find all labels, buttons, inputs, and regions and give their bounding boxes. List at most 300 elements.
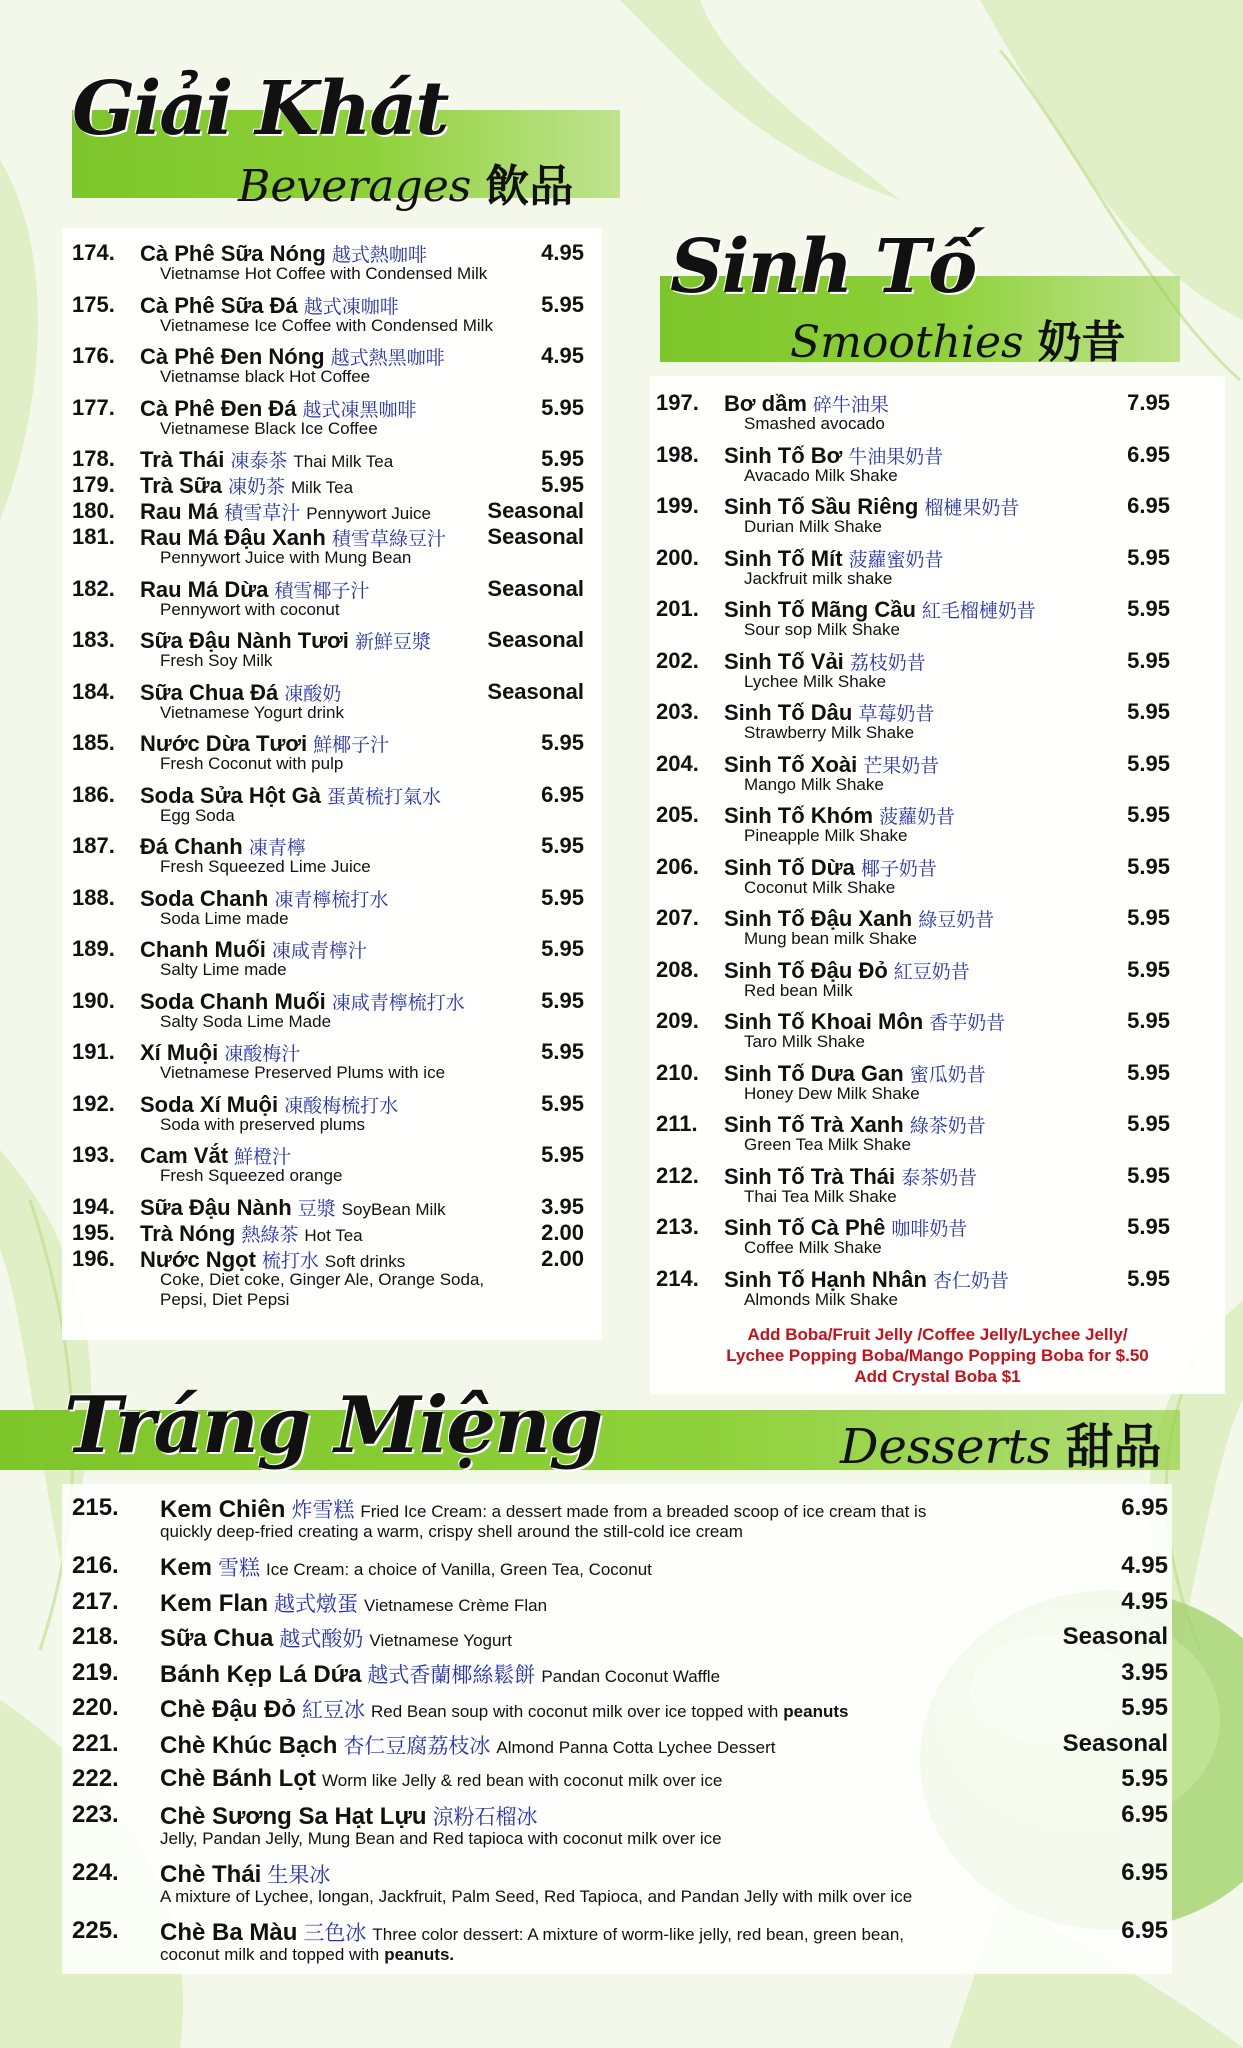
item-price: 6.95 [1121, 1494, 1168, 1521]
menu-item [656, 957, 1170, 983]
item-price: 5.95 [541, 730, 584, 755]
item-description: Strawberry Milk Shake [744, 723, 915, 742]
item-vietnamese-name: Sinh Tố Dưa Gan [724, 1060, 904, 1086]
item-vietnamese-name: Sinh Tố Đậu Xanh [724, 906, 913, 931]
item-vietnamese-name: Xí Muội [140, 1040, 219, 1065]
item-vietnamese-name: Soda Chanh [140, 885, 269, 911]
item-chinese-name: 凍酸奶 [284, 682, 342, 705]
item-chinese-name: 芒果奶昔 [863, 754, 940, 777]
item-name-line [724, 1060, 986, 1087]
item-vietnamese-name: Kem Chiên [160, 1496, 286, 1523]
item-price: 5.95 [541, 394, 584, 420]
item-vietnamese-name: Cam Vắt [140, 1143, 229, 1168]
menu-item [72, 988, 584, 1014]
item-name-line [160, 1917, 904, 1947]
item-price: 5.95 [541, 936, 584, 961]
menu-item [656, 493, 1170, 519]
item-vietnamese-name: Sinh Tố Đậu Đỏ [724, 957, 888, 983]
item-description: Vietnamese Ice Coffee with Condensed Milk [160, 315, 493, 335]
item-vietnamese-name: Soda Chanh Muối [140, 988, 326, 1014]
menu-item [72, 1220, 584, 1246]
item-chinese-name: 杏仁奶昔 [932, 1269, 1009, 1292]
item-description-text: quickly deep-fried creating a warm, crispy shell around the still-cold ice cream [160, 1522, 743, 1541]
smoothies-subtitle-en: Smoothies [790, 317, 1024, 368]
menu-item [72, 395, 584, 421]
item-description: Lychee Milk Shake [744, 671, 887, 691]
beverages-list [72, 240, 592, 1340]
item-price: 5.95 [541, 833, 584, 858]
item-name-line [140, 679, 341, 706]
item-name-line [140, 1091, 398, 1118]
menu-item [656, 699, 1170, 725]
item-name-line [724, 1266, 1009, 1293]
item-number: 220. [72, 1694, 119, 1721]
menu-item [656, 854, 1170, 880]
menu-item [72, 627, 584, 653]
desserts-title: Tráng Miệng [64, 1380, 602, 1471]
item-number: 204. [656, 750, 699, 776]
item-english-description: Almond Panna Cotta Lychee Dessert [496, 1737, 776, 1757]
item-number: 223. [72, 1800, 119, 1828]
item-name-line [140, 498, 431, 525]
item-price: 5.95 [541, 291, 584, 317]
item-name-line [724, 1163, 977, 1190]
item-vietnamese-name: Chè Bánh Lọt [160, 1765, 316, 1792]
item-name-line [724, 957, 970, 984]
item-chinese-name: 杏仁豆腐荔枝冰 [343, 1733, 491, 1758]
item-vietnamese-name: Sinh Tố Hạnh Nhân [724, 1266, 927, 1292]
item-name-line [140, 395, 417, 422]
item-description-text: Jelly, Pandan Jelly, Mung Bean and Red tapioca with coconut milk over ice [160, 1828, 722, 1848]
item-number: 219. [72, 1658, 119, 1686]
item-english-description: Pandan Coconut Waffle [541, 1666, 721, 1686]
menu-item [656, 905, 1170, 931]
menu-item [72, 1194, 584, 1220]
menu-item [656, 596, 1170, 622]
item-chinese-name: 生果冰 [267, 1862, 331, 1887]
item-english-description: Vietnamese Yogurt [369, 1631, 512, 1650]
item-description: Salty Lime made [160, 960, 287, 979]
item-chinese-name: 三色冰 [303, 1920, 367, 1945]
item-vietnamese-name: Cà Phê Đen Nóng [140, 344, 325, 369]
item-vietnamese-name: Sữa Chua Đá [140, 679, 279, 705]
item-number: 193. [72, 1142, 115, 1167]
item-description: Pennywort Juice with Mung Bean [160, 548, 412, 567]
item-chinese-name: 凍奶茶 [227, 476, 285, 498]
item-description: Honey Dew Milk Shake [744, 1083, 920, 1103]
menu-item [656, 390, 1170, 416]
item-chinese-name: 積雪草汁 [224, 502, 301, 524]
item-name-line [160, 1730, 775, 1760]
item-description [160, 1829, 722, 1849]
item-description: Egg Soda [160, 805, 235, 825]
item-vietnamese-name: Sinh Tố Sầu Riêng [724, 494, 919, 519]
item-name-line [160, 1694, 848, 1724]
item-vietnamese-name: Rau Má Dừa [140, 576, 269, 602]
item-number: 178. [72, 446, 115, 471]
item-english-name: Pennywort Juice [306, 504, 431, 523]
item-number: 222. [72, 1765, 119, 1792]
item-price: 5.95 [1127, 699, 1170, 724]
item-number: 174. [72, 240, 115, 265]
item-chinese-name: 凍青檸 [248, 837, 306, 859]
menu-item [656, 1214, 1170, 1240]
item-number: 195. [72, 1219, 115, 1245]
item-vietnamese-name: Trà Nóng [140, 1220, 236, 1246]
item-chinese-name: 涼粉石榴冰 [432, 1804, 538, 1829]
item-price: 5.95 [1127, 750, 1170, 776]
item-description: Fresh Squeezed orange [160, 1166, 343, 1185]
dessert-item [72, 1917, 1168, 1947]
item-vietnamese-name: Trà Sữa [140, 473, 222, 498]
item-vietnamese-name: Sinh Tố Xoài [724, 751, 858, 777]
item-number: 203. [656, 699, 699, 724]
item-vietnamese-name: Bơ dầm [724, 391, 807, 416]
item-price: Seasonal [487, 524, 584, 549]
item-price: 5.95 [541, 446, 584, 471]
item-name-line [140, 885, 388, 912]
dessert-item [72, 1694, 1168, 1724]
dessert-item [72, 1765, 1168, 1795]
item-price: 6.95 [1121, 1800, 1168, 1828]
item-english-name: Hot Tea [304, 1225, 363, 1245]
item-description-text: coconut milk and topped with [160, 1944, 380, 1964]
item-english-name: Milk Tea [291, 478, 354, 497]
desserts-list [72, 1494, 1170, 1974]
add-boba-line-1: Add Boba/Fruit Jelly /Coffee Jelly/Lychee Jelly/ [747, 1325, 1128, 1344]
item-chinese-name: 梳打水 [261, 1249, 319, 1272]
item-description: Coconut Milk Shake [744, 877, 896, 897]
item-description: Soda Lime made [160, 908, 289, 928]
item-price: 5.95 [1127, 1059, 1170, 1085]
item-name-line [140, 730, 389, 757]
item-number: 180. [72, 498, 115, 523]
item-english-description: Red Bean soup with coconut milk over ice topped with [371, 1702, 779, 1721]
item-price: 4.95 [1121, 1552, 1168, 1579]
item-name-line [724, 1008, 1005, 1035]
item-english-bold: peanuts [783, 1702, 849, 1721]
item-chinese-name: 蛋黃梳打氣水 [326, 785, 441, 808]
item-price: Seasonal [487, 498, 584, 523]
item-description: Pepsi, Diet Pepsi [160, 1289, 290, 1309]
item-chinese-name: 香芋奶昔 [929, 1012, 1006, 1034]
item-price: 5.95 [1127, 647, 1170, 673]
menu-item [72, 833, 584, 859]
item-price: 5.95 [541, 1039, 584, 1064]
menu-item [72, 782, 584, 808]
item-price: 5.95 [1127, 1162, 1170, 1188]
item-english-name: Soft drinks [324, 1251, 406, 1271]
item-name-line [724, 648, 926, 675]
item-price: 5.95 [1127, 956, 1170, 982]
item-vietnamese-name: Nước Ngọt [140, 1246, 256, 1272]
item-description: Salty Soda Lime Made [160, 1011, 332, 1031]
item-vietnamese-name: Kem Flan [160, 1589, 269, 1617]
item-vietnamese-name: Chè Sương Sa Hạt Lựu [160, 1802, 427, 1830]
item-number: 207. [656, 905, 699, 930]
item-price: 7.95 [1127, 390, 1170, 415]
item-vietnamese-name: Soda Sửa Hột Gà [140, 782, 321, 808]
item-vietnamese-name: Sinh Tố Khoai Môn [724, 1009, 924, 1034]
item-english-description: Vietnamese Crème Flan [364, 1595, 548, 1615]
dessert-item [72, 1859, 1168, 1889]
item-english-description: Worm like Jelly & red bean with coconut milk over ice [322, 1771, 723, 1790]
menu-item [656, 1163, 1170, 1189]
item-name-line [724, 905, 994, 932]
item-vietnamese-name: Sinh Tố Cà Phê [724, 1215, 886, 1240]
item-description: Pineapple Milk Shake [744, 826, 908, 845]
item-price: 5.95 [1127, 853, 1170, 879]
item-chinese-name: 凍酸梅汁 [224, 1043, 301, 1065]
item-price: 5.95 [1127, 802, 1170, 827]
item-price: 6.95 [1121, 1858, 1168, 1886]
menu-item [72, 343, 584, 369]
item-chinese-name: 凍咸青檸梳打水 [331, 991, 465, 1014]
item-vietnamese-name: Sinh Tố Khóm [724, 803, 874, 828]
item-name-line [160, 1765, 722, 1793]
item-description-bold: peanuts. [384, 1944, 455, 1964]
item-description: Pennywort with coconut [160, 599, 340, 619]
item-description: Green Tea Milk Shake [744, 1135, 911, 1154]
item-price: 5.95 [541, 987, 584, 1013]
item-vietnamese-name: Sữa Đậu Nành [140, 1194, 292, 1220]
item-name-line [140, 524, 446, 551]
item-vietnamese-name: Nước Dừa Tươi [140, 731, 308, 756]
item-name-line [140, 292, 399, 319]
menu-item [656, 648, 1170, 674]
item-number: 221. [72, 1729, 119, 1757]
item-chinese-name: 鮮橙汁 [234, 1146, 292, 1168]
smoothies-title: Sinh Tố [670, 224, 976, 310]
item-number: 210. [656, 1059, 699, 1085]
item-price: 5.95 [1127, 544, 1170, 570]
item-vietnamese-name: Sinh Tố Vải [724, 648, 844, 674]
item-number: 198. [656, 441, 699, 467]
item-name-line [140, 1220, 363, 1247]
item-number: 189. [72, 936, 115, 961]
dessert-item [72, 1659, 1168, 1689]
item-vietnamese-name: Sinh Tố Dừa [724, 854, 855, 880]
item-number: 186. [72, 781, 115, 807]
menu-item [656, 1266, 1170, 1292]
item-name-line [724, 854, 937, 881]
item-description: Coffee Milk Shake [744, 1238, 882, 1257]
item-vietnamese-name: Sữa Chua [160, 1625, 274, 1652]
item-description: Taro Milk Shake [744, 1032, 865, 1051]
item-name-line [140, 1194, 446, 1221]
item-chinese-name: 蜜瓜奶昔 [909, 1063, 986, 1086]
item-number: 177. [72, 394, 115, 420]
item-price: 6.95 [1127, 493, 1170, 518]
item-description: Mango Milk Shake [744, 774, 884, 794]
menu-item [72, 730, 584, 756]
item-name-line [160, 1494, 926, 1524]
add-boba-note [650, 1324, 1225, 1387]
item-vietnamese-name: Chanh Muối [140, 937, 266, 962]
item-price: 2.00 [541, 1219, 584, 1245]
item-chinese-name: 咖啡奶昔 [891, 1218, 968, 1240]
item-description: Smashed avocado [744, 414, 885, 433]
item-name-line [724, 493, 1019, 520]
item-chinese-name: 菠蘿奶昔 [879, 806, 956, 828]
item-chinese-name: 碎牛油果 [812, 394, 889, 416]
item-vietnamese-name: Đá Chanh [140, 834, 243, 859]
item-vietnamese-name: Soda Xí Muội [140, 1091, 279, 1117]
menu-item [656, 751, 1170, 777]
item-description: Vietnamese Black Ice Coffee [160, 418, 378, 438]
item-price: 5.95 [1127, 1214, 1170, 1239]
smoothies-subtitle-cn: 奶昔 [1037, 317, 1126, 368]
item-number: 212. [656, 1162, 699, 1188]
item-chinese-name: 牛油果奶昔 [848, 445, 944, 468]
item-name-line [140, 576, 369, 603]
item-price: 4.95 [1121, 1587, 1168, 1615]
menu-item [72, 936, 584, 962]
menu-item [72, 1091, 584, 1117]
item-description [160, 1887, 912, 1907]
item-number: 200. [656, 544, 699, 570]
item-price: 6.95 [1121, 1916, 1168, 1944]
item-name-line [160, 1659, 720, 1689]
item-description: Vietnamse black Hot Coffee [160, 367, 371, 386]
smoothies-subtitle [790, 306, 1126, 370]
item-chinese-name: 熱綠茶 [241, 1223, 299, 1246]
menu-item [72, 292, 584, 318]
item-description: Sour sop Milk Shake [744, 620, 900, 639]
item-price: 4.95 [541, 240, 584, 265]
item-chinese-name: 越式燉蛋 [274, 1591, 359, 1616]
item-chinese-name: 凍青檸梳打水 [274, 888, 389, 911]
beverages-subtitle-cn: 飲品 [485, 161, 574, 212]
item-number: 224. [72, 1858, 119, 1886]
item-chinese-name: 綠豆奶昔 [918, 909, 995, 931]
item-description [160, 1945, 454, 1965]
item-description-text: A mixture of Lychee, longan, Jackfruit, Palm Seed, Red Tapioca, and Pandan Jelly with milk over ice [160, 1886, 913, 1906]
item-vietnamese-name: Kem [160, 1554, 213, 1581]
item-chinese-name: 積雪草綠豆汁 [331, 528, 446, 550]
item-name-line [140, 240, 427, 267]
item-number: 187. [72, 833, 115, 858]
item-price: Seasonal [487, 678, 584, 704]
item-number: 206. [656, 853, 699, 879]
item-vietnamese-name: Chè Khúc Bạch [160, 1731, 338, 1759]
item-price: 2.00 [541, 1245, 584, 1271]
item-vietnamese-name: Sữa Đậu Nành Tươi [140, 628, 349, 653]
item-description: Fresh Soy Milk [160, 651, 273, 670]
menu-item [72, 524, 584, 550]
item-number: 199. [656, 493, 699, 518]
item-description [160, 1522, 743, 1542]
menu-item [72, 1039, 584, 1065]
item-chinese-name: 積雪椰子汁 [274, 579, 370, 602]
item-number: 213. [656, 1214, 699, 1239]
beverages-subtitle-en: Beverages [238, 161, 472, 212]
item-number: 188. [72, 884, 115, 910]
item-number: 217. [72, 1587, 119, 1615]
smoothies-list [656, 390, 1176, 1320]
item-english-description: Ice Cream: a choice of Vanilla, Green Tea, Coconut [266, 1560, 652, 1579]
item-number: 225. [72, 1916, 119, 1944]
item-vietnamese-name: Sinh Tố Mít [724, 545, 843, 571]
item-number: 194. [72, 1193, 115, 1219]
desserts-subtitle-cn: 甜品 [1065, 1419, 1162, 1475]
item-chinese-name: 炸雪糕 [291, 1498, 355, 1522]
item-price: 5.95 [1127, 1111, 1170, 1136]
menu-item [72, 446, 584, 472]
item-number: 201. [656, 596, 699, 621]
item-vietnamese-name: Cà Phê Sữa Nóng [140, 241, 326, 266]
item-chinese-name: 越式酸奶 [279, 1627, 364, 1651]
item-chinese-name: 越式熱咖啡 [331, 244, 427, 266]
item-description: Thai Tea Milk Shake [744, 1186, 897, 1206]
menu-item [656, 1060, 1170, 1086]
item-name-line [724, 442, 943, 469]
item-vietnamese-name: Chè Đậu Đỏ [160, 1696, 297, 1723]
item-chinese-name: 鮮椰子汁 [313, 734, 390, 756]
item-description: Durian Milk Shake [744, 517, 882, 536]
item-number: 184. [72, 678, 115, 704]
item-description: Fresh Squeezed Lime Juice [160, 857, 371, 876]
item-number: 208. [656, 956, 699, 982]
item-chinese-name: 凍泰茶 [230, 450, 288, 472]
desserts-subtitle-en: Desserts [840, 1419, 1052, 1475]
item-name-line [160, 1859, 330, 1889]
item-number: 176. [72, 343, 115, 368]
item-vietnamese-name: Sinh Tố Trà Thái [724, 1163, 896, 1189]
item-vietnamese-name: Chè Ba Màu [160, 1918, 298, 1946]
item-name-line [160, 1552, 652, 1582]
item-name-line [140, 343, 445, 370]
item-number: 214. [656, 1265, 699, 1291]
item-description: Vietnamese Preserved Plums with ice [160, 1063, 446, 1082]
item-name-line [724, 596, 1036, 623]
item-vietnamese-name: Chè Thái [160, 1860, 262, 1888]
item-name-line [724, 1214, 967, 1241]
item-chinese-name: 草莓奶昔 [858, 703, 935, 725]
menu-item [72, 1142, 584, 1168]
dessert-item [72, 1623, 1168, 1653]
item-chinese-name: 荔枝奶昔 [849, 651, 926, 674]
menu-item [72, 472, 584, 498]
item-vietnamese-name: Bánh Kẹp Lá Dứa [160, 1660, 362, 1688]
item-chinese-name: 榴槤果奶昔 [924, 497, 1020, 519]
item-number: 181. [72, 524, 115, 549]
menu-item [656, 442, 1170, 468]
beverages-title: Giải Khát [72, 66, 448, 152]
dessert-item [72, 1552, 1168, 1582]
item-name-line [160, 1801, 538, 1831]
item-price: 5.95 [541, 472, 584, 497]
item-price: Seasonal [1062, 1729, 1168, 1757]
item-english-name: SoyBean Milk [341, 1199, 446, 1219]
item-chinese-name: 紅毛榴槤奶昔 [921, 600, 1036, 622]
item-name-line [160, 1588, 547, 1618]
item-number: 191. [72, 1039, 115, 1064]
item-chinese-name: 菠蘿蜜奶昔 [848, 548, 944, 571]
item-chinese-name: 椰子奶昔 [860, 857, 937, 880]
item-price: 5.95 [1127, 1265, 1170, 1291]
item-name-line [724, 390, 889, 417]
item-price: 5.95 [541, 1090, 584, 1116]
item-chinese-name: 越式熱黑咖啡 [330, 347, 445, 369]
item-price: 3.95 [1121, 1658, 1168, 1686]
item-chinese-name: 凍酸梅梳打水 [284, 1094, 399, 1117]
item-english-description: Three color dessert: A mixture of worm-like jelly, red bean, green bean, [372, 1924, 905, 1944]
item-chinese-name: 凍咸青檸汁 [271, 940, 367, 962]
dessert-item [72, 1494, 1168, 1524]
item-chinese-name: 新鮮豆漿 [354, 631, 431, 653]
item-vietnamese-name: Sinh Tố Trà Xanh [724, 1112, 904, 1137]
